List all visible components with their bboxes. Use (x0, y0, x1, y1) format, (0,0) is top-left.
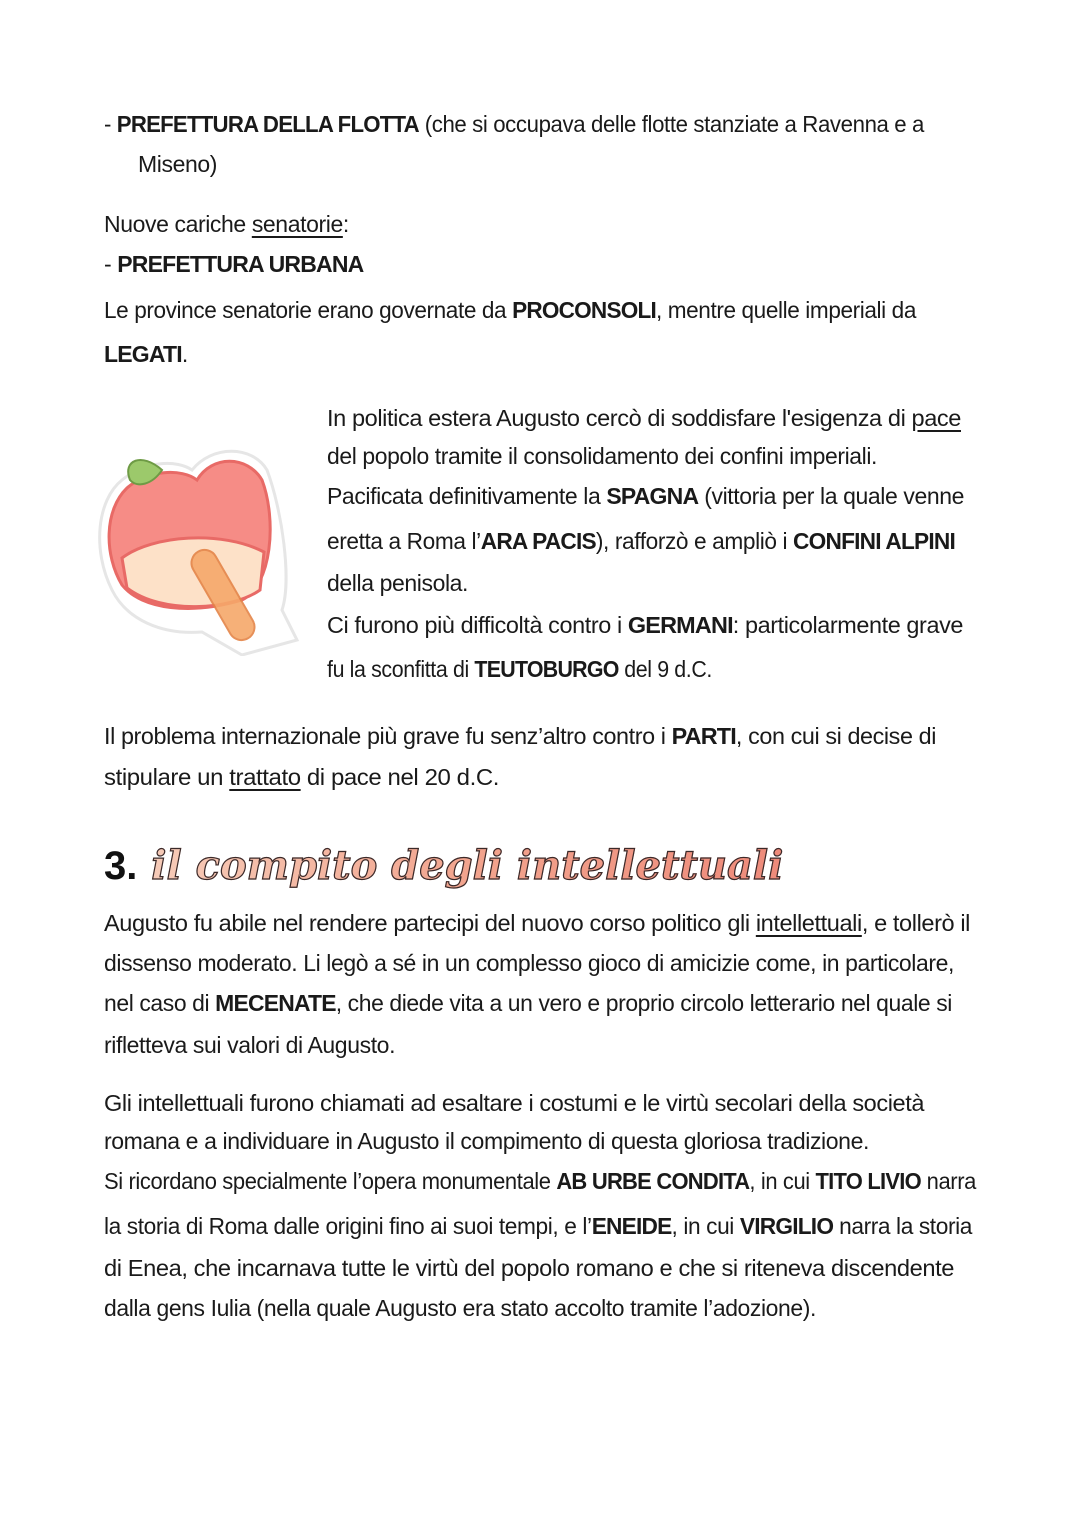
underlined-term: intellettuali (755, 910, 862, 936)
text-line (104, 1031, 395, 1059)
text-segment: Il problema internazionale più grave fu senz’altro contro i (104, 723, 672, 749)
text-segment: rifletteva sui valori di Augusto. (104, 1032, 396, 1058)
bold-term: GERMANI (627, 612, 733, 638)
text-segment: , e tollerò il (861, 910, 970, 936)
bold-term: AB URBE CONDITA (556, 1168, 750, 1194)
text-line (104, 1254, 954, 1282)
text-segment: , con cui si decise di (735, 723, 936, 749)
text-line (138, 150, 217, 178)
text-line (104, 210, 349, 238)
text-segment: , mentre quelle imperiali da (655, 297, 916, 323)
text-segment: di Enea, che incarnava tutte le virtù del popolo romano e che si riteneva discendente (104, 1255, 955, 1281)
text-segment: dalla gens Iulia (nella quale Augusto era stato accolto tramite l’adozione). (104, 1295, 816, 1321)
text-line (327, 569, 468, 597)
bold-term: PROCONSOLI (512, 297, 656, 323)
bold-term: PREFETTURA URBANA (117, 251, 364, 277)
text-line (327, 655, 712, 683)
text-segment: ), rafforzò e ampliò i (595, 528, 794, 554)
bold-term: LEGATI (104, 341, 182, 367)
text-segment: la storia di Roma dalle origini fino ai suoi tempi, e l’ (104, 1213, 592, 1239)
text-line (104, 1167, 976, 1195)
text-line (104, 340, 188, 368)
underlined-term: trattato (229, 764, 301, 790)
text-line (104, 250, 363, 278)
text-line (104, 722, 936, 750)
bold-term: MECENATE (215, 990, 336, 1016)
text-line (104, 1127, 869, 1155)
text-segment: nel caso di (104, 990, 216, 1016)
text-segment: (che si occupava delle flotte stanziate a Ravenna e a (418, 111, 924, 137)
bold-term: PREFETTURA DELLA FLOTTA (116, 111, 419, 137)
text-segment: fu la sconfitta di (327, 656, 475, 682)
text-segment: In politica estera Augusto cercò di soddisfare l'esigenza di (327, 405, 912, 431)
bold-term: SPAGNA (606, 483, 699, 509)
text-line (327, 482, 964, 510)
bold-term: VIRGILIO (739, 1213, 834, 1239)
text-segment: - (104, 251, 118, 277)
text-segment: Augusto fu abile nel rendere partecipi del nuovo corso politico gli (104, 910, 756, 936)
text-segment: , in cui (671, 1213, 740, 1239)
bold-term: ARA PACIS (480, 528, 596, 554)
bold-term: PARTI (671, 723, 736, 749)
text-line (104, 110, 924, 138)
section-number: 3. (104, 844, 138, 888)
text-segment: della penisola. (327, 570, 469, 596)
underlined-term: senatorie (251, 211, 343, 237)
text-segment: Pacificata definitivamente la (327, 483, 607, 509)
text-segment: Si ricordano specialmente l’opera monumentale (104, 1168, 557, 1194)
text-segment: Le province senatorie erano governate da (104, 297, 513, 323)
text-segment: di pace nel 20 d.C. (300, 764, 499, 790)
text-segment: . (181, 341, 188, 367)
text-line (104, 763, 499, 791)
text-line (327, 442, 877, 470)
text-segment: Ci furono più difficoltà contro i (327, 612, 628, 638)
text-segment: del 9 d.C. (618, 656, 712, 682)
text-line (104, 909, 970, 937)
bold-term: TITO LIVIO (815, 1168, 921, 1194)
text-line (104, 296, 916, 324)
text-segment: romana e a individuare in Augusto il compimento di questa gloriosa tradizione. (104, 1128, 870, 1154)
text-line (104, 989, 952, 1017)
text-segment: Nuove cariche (104, 211, 252, 237)
heart-popsicle-sticker-icon (92, 440, 304, 656)
text-line (104, 949, 954, 977)
text-line (327, 404, 961, 432)
text-segment: , che diede vita a un vero e proprio circolo letterario nel quale si (335, 990, 952, 1016)
text-segment: Miseno) (138, 151, 218, 177)
text-segment: del popolo tramite il consolidamento dei confini imperiali. (327, 443, 877, 469)
bold-term: ENEIDE (591, 1213, 672, 1239)
text-segment: narra (920, 1168, 976, 1194)
underlined-term: pace (911, 405, 961, 431)
text-segment: stipulare un (104, 764, 230, 790)
text-line (104, 1089, 924, 1117)
text-segment: narra la storia (833, 1213, 972, 1239)
text-line (327, 611, 963, 639)
text-segment: : (342, 211, 349, 237)
text-segment: eretta a Roma l’ (327, 528, 481, 554)
text-line (104, 1212, 972, 1240)
text-segment: (vittoria per la quale venne (698, 483, 964, 509)
bold-term: TEUTOBURGO (474, 656, 619, 682)
text-line (327, 527, 955, 555)
section-title: il compito degli intellettuali (151, 842, 784, 889)
text-segment: dissenso moderato. Li legò a sé in un complesso gioco di amicizie come, in particolare, (104, 950, 954, 976)
text-segment: Gli intellettuali furono chiamati ad esaltare i costumi e le virtù secolari della società (104, 1090, 924, 1116)
text-segment: - (104, 111, 117, 137)
bold-term: CONFINI ALPINI (793, 528, 955, 554)
section-heading (104, 842, 783, 890)
text-segment: : particolarmente grave (732, 612, 963, 638)
text-line (104, 1294, 816, 1322)
text-segment: , in cui (749, 1168, 816, 1194)
